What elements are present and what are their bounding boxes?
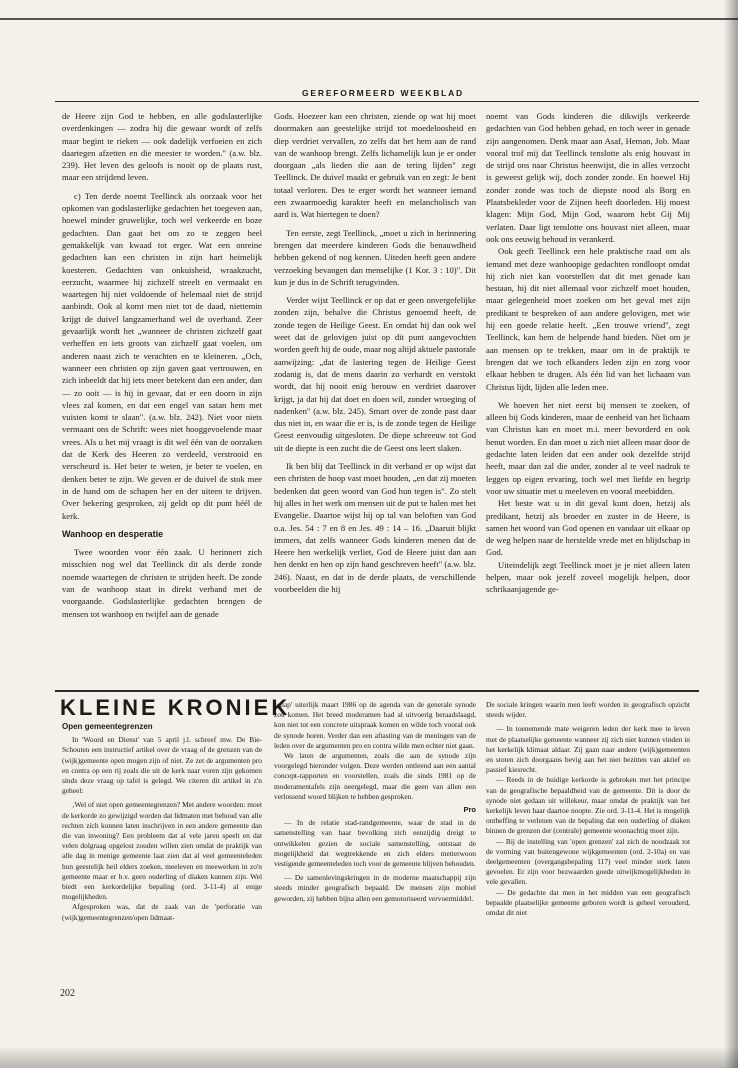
section-title: KLEINE KRONIEK — [60, 695, 291, 720]
article-column-1 — [62, 110, 262, 685]
header-rule — [55, 101, 699, 102]
paragraph: schap' uiterlijk maart 1986 op de agenda van de generale synode zou komen. Het breed moderamen had al uitvoerig beraadslaagd, kon niet tot een concrete uitspraak komen en wilde toch vooral ook de synode horen. Verder dan een aftasting van de meningen van de leden over de argumenten pro en contra wilde men echter niet gaan. — [274, 700, 476, 750]
kroniek-column-2 — [274, 700, 476, 990]
paragraph: — In de relatie stad-randgemeente, waar de stad in de samenstelling van haar bevolking zich eenzijdig dreigt te ontwikkelen gezien de sociale samenstelling, ontstaat de mogelijkheid dat wegtrekkende en zich elders metterwoon vestigende gemeenteleden toch voor de gemeente blijven behouden. — [274, 818, 476, 869]
paragraph: We laten de argumenten, zoals die aan de synode zijn voorgelegd hieronder volgen. Deze werden ontleend aan een aantal concept-rapporten en voorstellen, zoals die sinds 1981 op de moderamentafels zijn neergelegd, maar die geen van allen een verlossend woord blijken te hebben gesproken. — [274, 751, 476, 801]
masthead: GEREFORMEERD WEEKBLAD — [268, 88, 498, 98]
paragraph: Verder wijst Teellinck er op dat er geen onvergefelijke zonden zijn, behalve die Christus genoemd heeft, de zonde tegen de Heilige Geest. En omdat hij dan ook wel weet dat de gelovigen juist op dit punt aangevochten worden geeft hij de oude, maar nog altijd aktuele pastorale aanwijzing: „dat de lastering tegen de Heilige Geest zodanig is, dat de mens daarin zo verhardt en verstokt wordt, dat hij nooit enig berouw en verdriet daarover krijgt, ja dat hij dat doet en doen wil, zonder wroeging of nadenken" (a.w. blz. 245). Smart over de zonde past daar dus niet in, en waar die er is, is de zonde tegen de Heilige Geest eenvoudig uitgesloten. De diepe schreeuw tot God uit de diepte is een zucht die de Geest ons leert slaken. — [274, 295, 476, 453]
paragraph: — Bij de instelling van 'open grenzen' zal zich de noodzaak tot de vorming van buitengewone wijkgemeenten (ord. 2-10a) en van deelgemeenten (overgangsbepaling 117) veel minder sterk laten gevoelen. Er zijn voor bezwaarden goede uitwijkmogelijkheden in vele gevallen. — [486, 836, 690, 887]
section-rule — [55, 690, 699, 692]
paragraph: noemt van Gods kinderen die dikwijls verkeerde gedachten van God hebben gehad, en toch weer in genade zijn aangenomen. Denk maar aan Asaf, Heman, Job. Maar vooral trof mij dat Teellinck tenslotte als enig houvast in de strijd ons naar Christus heenwijst, die in alles verzocht is geweest gelijk wij, doch zonder zonde. En hoewel Hij zonder zonde was toch de diepste nood als Borg en Plaatsbekleder voor de Zijnen heeft doorleden. Hij moest klagen: Mijn God, Mijn God, waarom hebt Gij Mij verlaten. Daar ligt tenslotte ons houvast niet alleen, maar ook ons eeuwig behoud in verankerd. — [486, 111, 690, 244]
paragraph: de Heere zijn God te hebben, en alle godslasterlijke overdenkingen — zodra hij die gewaar wordt of zelfs maar begint te rieken — ook dadelijk verfoeien en zich daartegen afzetten en die meester te worden." (a.w. blz. 239). Het leven des geloofs is nooit op de plaats rust, maar een strijdend leven. — [62, 111, 262, 183]
top-edge-rule — [0, 18, 738, 20]
paragraph: — In toenemende mate weigeren leden der kerk mee te leven met de plaatselijke gemeente wanneer zij zich niet kunnen vinden in het kerkelijk klimaat aldaar. Zij gaan naar andere (wijk)gemeenten en stoten zich doorgaans bevig aan het niet bezitten van aktief en passief kiesrecht. — [486, 724, 690, 775]
scan-shadow-bottom — [0, 1046, 738, 1068]
paragraph: Gods. Hoezeer kan een christen, ziende op wat hij moet doormaken aan geestelijke strijd tot moedeloosheid en diep verdriet vervallen, zo zelfs dat het hem aan de rand van de wanhoop brengt. Zelfs lichamelijk kun je er onder doorgaan „als lieden die aan de tering lijden" zegt Teellinck. De duivel maakt er gebruik van en zegt: Je bent totaal verloren. Des te erger wordt het wanneer iemand een zwaarmoedig karakter heeft en melancholisch van aard is. Wat hiertegen te doen? — [274, 111, 476, 220]
paragraph: De sociale kringen waarin men leeft worden in geografisch opzicht steeds wijder. — [486, 700, 690, 720]
paragraph: We hoeven het niet eerst bij mensen te zoeken, of alleen bij Gods kinderen, maar de eenheid van het lichaam van Christus kan en moet m.i. meer bevorderd en ook benut worden. En dan moet u zich niet alleen maar door de gedachte laten leiden dat een ander ook dezelfde strijd heeft, maar dan zal die ander, zonder al te veel nadruk te leggen op eigen ervaring, toch wel met liefde en begrip voor uw situatie met u meeleven en vooral meebidden. — [486, 399, 690, 496]
paragraph: Uiteindelijk zegt Teellinck moet je je niet alleen laten helpen, maar ook jezelf zoveel mogelijk helpen, door schrikaanjagende ge- — [486, 559, 690, 595]
paragraph: c) Ten derde noemt Teellinck als oorzaak voor het opkomen van godslasterlijke gedachten het toegeven aan, hoewel minder gruwelijke, toch wel verkeerde en boze gedachten. Dan gaat het om zo te zeggen heel gemakkelijk van kwaad tot erger. Wat een onreine gedachten kan een christen in zijn hart heimelijk koesteren. Gedachten van onkuisheid, wraakzucht, eerzucht, waarmee hij zichzelf streelt en vermaakt en waartegen hij niet voldoende of helemaal niet de strijd aanbindt. Ook al komt men niet tot de daad, niettemin krijgt de duivel langzamerhand wel de overhand. Zeer gevaarlijk wordt het „wanneer de christen zichzelf gaat verheffen en iets groots van zichzelf gaat voelen, om anderen naast zich te verachten en te kleineren. „Och, wanneer een christen op zijn gaven gaat vertrouwen, en zich inbeeldt dat hij iets meer betekent dan een ander, dan — zo ooit — is hij in gevaar, dat er een doorn in zijn vlees zal komen, en dat een engel van satan hem met vuisten komt te slaan". (a.w. blz. 242). Niet voor niets vermaant ons de Schrift: wees niet hooggevoelende maar vrees. Als u het mij vraagt is dit wel één van de oorzaken dat de Kerk des Heeren zo verdeeld, verstrooid en verscheurd is. Het beter te weten, je beter te voelen, en denken beter te zijn. We geven er de duivel de stok mee in de hand om de schapen her en der uiteen te drijven. Over bekering gesproken, zij geldt op dit punt héél de kerk. — [62, 190, 262, 521]
article-column-3 — [486, 110, 690, 685]
section-heading: Wanhoop en desperatie — [62, 528, 164, 539]
paragraph: — De gedachte dat men in het midden van een geografisch bepaalde plaatselijke gemeente geboren wordt is geheel verouderd, omdat dit niet — [486, 887, 690, 918]
paragraph: — De samenlevingskringen in de moderne maatschappij zijn steeds minder geografisch bepaald. De mensen zijn mobiel geworden, zij hebben bijna allen een gemotoriseerd vervoermiddel. — [274, 873, 476, 903]
pro-label: Pro — [463, 805, 476, 815]
paragraph: In 'Woord en Dienst' van 5 april j.l. schreef mw. De Bie-Schouten een instructief artikel over de vraag of de grenzen van de (wijk)gemeente open mogen zijn of niet. Ze zet de argumenten pro en contra op een rij zoals die uit de kerk naar voren zijn gekomen sinds deze vraag op tafel is gelegd. We citeren dit artikel in z'n geheel: — [62, 735, 262, 796]
page-number: 202 — [60, 988, 75, 999]
kroniek-column-3 — [486, 700, 690, 990]
paragraph: Ik ben blij dat Teellinck in dit verband er op wijst dat een christen de hoop vast moet houden, „en dat zij moeten bedenken dat geen woord van God hun tegen is". Zo stelt hij alles in het werk om mensen uit de put te halen met het Evangelie. Daartoe wijst hij op tal van beloften van God o.a. Jes. 54 : 7 en 8 en Jes. 49 : 14 – 16. „Daaruit blijkt immers, dat zelfs wanneer Gods kinderen menen dat de Heere hen werkelijk verliet, God de Heere juist dan aan hen denkt en hen op zijn hand geschreven heeft" (a.w. blz. 246). Naast, en dat in de derde plaats, de verschillende voorbeelden die hij — [274, 461, 476, 594]
paragraph: — Reeds in de huidige kerkorde is gebroken met het principe van de geografische bepaaldheid van de gemeente. Dit is door de synode niet gedaan uit willekeur, maar omdat de praktijk van het kerkelijk leven haar daartoe noopte. Zie ord. 3-11-4. Het is mogelijk ontheffing te verlenen van de bepaling dat een ouderling of diaken binnen de grenzen der (centrale) gemeente woonachtig moet zijn. — [486, 775, 690, 836]
paragraph: Ook geeft Teellinck een hele praktische raad om als iemand met deze wanhoopige gedachten rondloopt omdat hij zich niet kan voorstellen dat dit met genade kan bestaan, hij dit niet allemaal voor zichzelf moet houden, maar gelegenheid moet zoeken om het geval met zijn predikant te bespreken of aan andere gelovigen, met wie hij een goede relatie heeft. „Een trouwe vriend", zegt Teellinck, kan hem de helpende hand bieden. Niet om je aan mensen op te trekken, maar om in de praktijk te brengen dat we toch elkanders leden zijn en zorg voor elkaar hebben te dragen. Als één lid van het lichaam van Christus lijdt, lijden alle leden mee. — [486, 246, 690, 392]
kroniek-column-1 — [62, 722, 262, 980]
paragraph: Ten eerste, zegt Teellinck, „moet u zich in herinnering brengen dat meerdere kinderen Gods die benauwdheid hebben gekend of nog kennen. Uiteden heeft geen andere verzoeking bevangen dan menselijke (1 Kor. 3 : 10)". Dit kun je dus in de Schrift terugvinden. — [274, 227, 476, 287]
article-column-2 — [274, 110, 476, 685]
scan-shadow-right — [724, 0, 738, 1068]
paragraph: Het beste wat u in dit geval kunt doen, hetzij als predikant, hetzij als broeder en zuster in de Heere, is samen het woord van God openen en vandaar uit elkaar op de weg helpen naar de herstelde vrede met en blijdschap in God. — [486, 498, 690, 558]
subheading: Open gemeentegrenzen — [62, 722, 153, 731]
paragraph: Afgesproken was, dat de zaak van de 'perforatie van (wijk)gemeentegrenzen/open lidmaat- — [62, 902, 262, 922]
quote-paragraph: ‚Wel of niet open gemeentegrenzen? Met andere woorden: moet de kerkorde zo gewijzigd worden dat lidmaten met behoud van alle rechten zich kunnen laten inschrijven in een andere gemeente dan die van inwoning? Een probleem dat al vele jaren speelt en dat velen dolgraag opgelost zouden willen zien omdat de praktijk van alle dag in menige gemeente laat zien dat al veel gemeenteleden hun geestelijk heil elders zoeken, meeleven en meewerken in zo'n gemeente maar er b.v. geen ouderling of diaken kunnen zijn. Wel biedt een kerkordelijke bepaling (ord. 3-11-4) al enige mogelijkheden. — [62, 800, 262, 902]
paragraph: Twee woorden voor één zaak. U herinnert zich misschien nog wel dat Teellinck dit als derde zonde noemde waartegen de christen te strijden heeft. De zonde van de wanhoop staat in direkt verband met de voorgaande. Godslasterlijke gedachten brengen de mensen tot wanhoop en twijfel aan de genade — [62, 547, 262, 619]
